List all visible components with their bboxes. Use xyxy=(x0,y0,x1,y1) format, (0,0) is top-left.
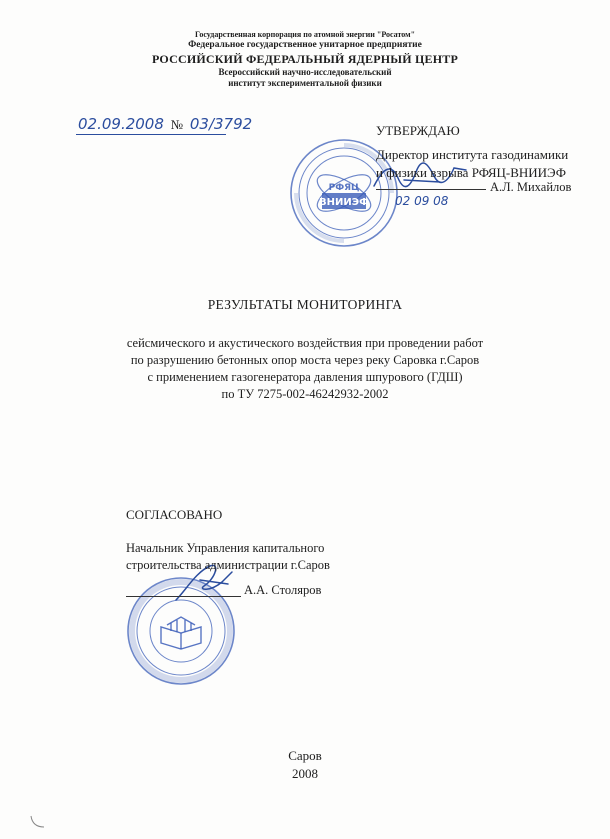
agreed-signature-line xyxy=(126,596,241,597)
agreed-heading: СОГЛАСОВАНО xyxy=(126,507,223,522)
approval-position-line2: и физики взрыва РФЯЦ-ВНИИЭФ xyxy=(376,165,566,181)
document-reference xyxy=(78,115,252,133)
reference-number-sign: № xyxy=(170,117,184,132)
letterhead-center-name: РОССИЙСКИЙ ФЕДЕРАЛЬНЫЙ ЯДЕРНЫЙ ЦЕНТР xyxy=(151,51,459,66)
agreed-name: А.А. Столяров xyxy=(244,583,322,597)
document-subject xyxy=(60,335,550,403)
letterhead xyxy=(0,30,610,89)
scan-corner-mark xyxy=(30,815,46,834)
agreed-position xyxy=(126,540,330,574)
reference-underline xyxy=(76,134,226,135)
footer-year: 2008 xyxy=(292,765,318,781)
subject-line2: по разрушению бетонных опор моста через реку Саровка г.Саров xyxy=(130,352,480,367)
subject-line4: по ТУ 7275-002-46242932-2002 xyxy=(221,386,389,401)
subject-line3: с применением газогенератора давления шпурового (ГДШ) xyxy=(147,369,463,384)
agreed-position-line2: строительства администрации г.Саров xyxy=(126,557,330,572)
letterhead-institute-line2: институт экспериментальной физики xyxy=(228,78,382,89)
approval-heading: УТВЕРЖДАЮ xyxy=(376,123,460,138)
approval-handwritten-date: 02 09 08 xyxy=(395,194,449,208)
subject-line1: сейсмического и акустического воздействия при проведении работ xyxy=(126,336,484,350)
approval-signature-line xyxy=(376,189,486,190)
reference-date: 02.09.2008 xyxy=(78,115,164,133)
approval-position-line1: Директор института газодинамики xyxy=(376,147,569,163)
agreed-position-line1: Начальник Управления капитального xyxy=(126,541,325,555)
approval-name: А.Л. Михайлов xyxy=(490,180,572,194)
letterhead-corporation: Государственная корпорация по атомной энергии "Росатом" xyxy=(194,30,416,39)
approval-block xyxy=(376,122,568,183)
approval-stamp-center-text: ВНИИЭФ xyxy=(319,197,369,208)
approval-stamp-top-text: РФЯЦ xyxy=(328,183,360,193)
footer xyxy=(0,747,610,782)
footer-city: Саров xyxy=(288,748,322,763)
reference-number: 03/3792 xyxy=(189,115,253,133)
letterhead-enterprise-type: Федеральное государственное унитарное предприятие xyxy=(188,40,422,50)
letterhead-institute-line1: Всероссийский научно-исследовательский xyxy=(218,66,392,77)
document-title: РЕЗУЛЬТАТЫ МОНИТОРИНГА xyxy=(207,297,403,312)
